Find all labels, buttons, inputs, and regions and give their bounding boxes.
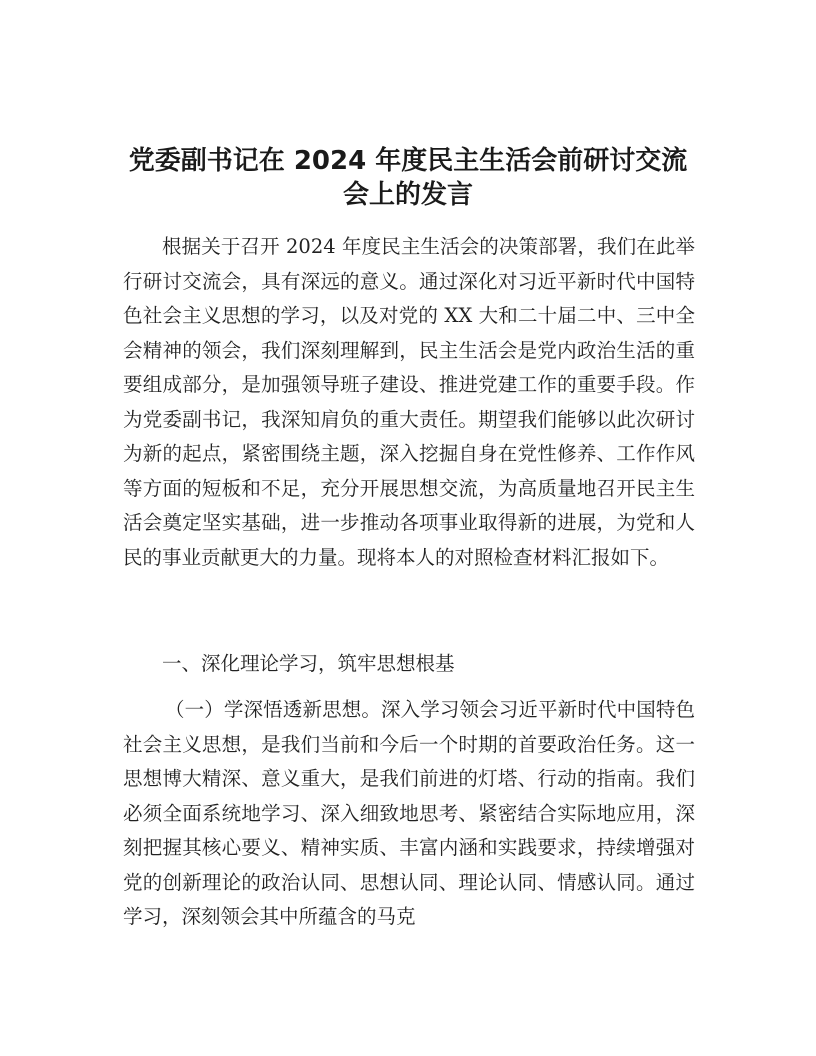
intro-paragraph: 根据关于召开 2024 年度民主生活会的决策部署，我们在此举行研讨交流会，具有深远的意义。通过深化对习近平新时代中国特色社会主义思想的学习，以及对党的 XX 大和二十届二中、三中全会精神的领会，我们深刻理解到，民主生活会是党内政治生活的重要组成部分，是加强领导班子建设、推进党建工作的重要手段。作为党委副书记，我深知肩负的重大责任。期望我们能够以此次研讨为新的起点，紧密围绕主题，深入挖掘自身在党性修养、工作作风等方面的短板和不足，充分开展思想交流，为高质量地召开民主生活会奠定坚实基础，进一步推动各项事业取得新的进展，为党和人民的事业贡献更大的力量。现将本人的对照检查材料汇报如下。 [123,235,695,569]
document-title-line2: 会上的发言 [342,180,473,210]
document-title-line1: 党委副书记在 2024 年度民主生活会前研讨交流 [128,146,688,176]
subsection-paragraph-1: （一）学深悟透新思想。深入学习领会习近平新时代中国特色社会主义思想，是我们当前和今后一个时期的首要政治任务。这一思想博大精深、意义重大，是我们前进的灯塔、行动的指南。我们必须全面系统地学习、深入细致地思考、紧密结合实际地应用，深刻把握其核心要义、精神实质、丰富内涵和实践要求，持续增强对党的创新理论的政治认同、思想认同、理论认同、情感认同。通过学习，深刻领会其中所蕴含的马克 [123,698,695,928]
section-heading-1: 一、深化理论学习，筑牢思想根基 [162,652,455,675]
